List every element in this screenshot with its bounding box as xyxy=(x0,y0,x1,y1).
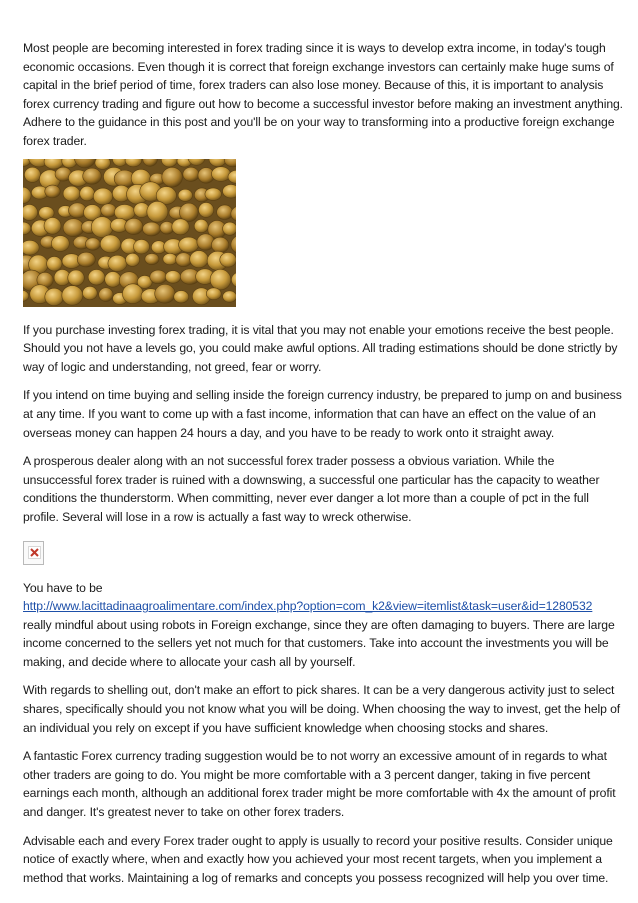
coin-shape xyxy=(95,159,111,169)
reference-link[interactable]: http://www.lacittadinaagroalimentare.com/index.php?option=com_k2&view=itemlist&task=user&id=1280532 xyxy=(23,599,593,614)
coin-shape xyxy=(85,237,100,249)
coin-shape xyxy=(206,287,221,299)
coin-shape xyxy=(108,255,127,271)
article-body xyxy=(23,39,623,897)
coin-shape xyxy=(51,235,69,251)
shares-paragraph: With regards to shelling out, don't make an effort to pick shares. It can be a very dangerous activity just to select shares, specifically should you not know what you will be doing. When choosing the way to invest, get the help of an individual you rely on except if you have sufficient knowledge when choosing stocks and shares. xyxy=(23,683,621,735)
coin-shape xyxy=(77,252,95,267)
coin-shape xyxy=(163,253,177,264)
coin-shape xyxy=(145,253,159,264)
coin-shape xyxy=(174,290,189,302)
coin-shape xyxy=(63,186,80,201)
coin-shape xyxy=(172,218,189,234)
coin-shape xyxy=(133,239,149,254)
coin-shape xyxy=(155,284,176,303)
coin-shape xyxy=(190,250,209,267)
coin-shape xyxy=(162,167,183,187)
coin-shape xyxy=(63,218,84,236)
coin-shape xyxy=(147,201,168,222)
coin-shape xyxy=(93,188,112,205)
coin-shape xyxy=(183,167,199,181)
day-trading-paragraph: If you intend on time buying and selling inside the foreign currency industry, be prepared to jump on and business at any time. If you want to come up with a fast income, information that can have an effect on the value of an overseas money can happen 24 hours a day, and you have to be ready to work onto it straight away. xyxy=(23,388,622,440)
emotions-paragraph: If you purchase investing forex trading, it is vital that you may not enable your emotions receive the best people. Should you not have a levels go, you could make awful options. All trading estimations should be done strictly by way of logic and understanding, not greed, fear or worry. xyxy=(23,322,618,374)
other-traders-paragraph: A fantastic Forex currency trading suggestion would be to not worry an excessive amount of in regards to what other traders are going to do. You might be more comfortable with a 3 percent danger, taking in five percent earnings each month, although an additional forex trader might be more comfortable with 4x the amount of profit and danger. It's greatest never to take on other forex traders. xyxy=(23,749,616,820)
coin-shape xyxy=(223,290,236,301)
intro-paragraph: Most people are becoming interested in forex trading since it is ways to develop extra income, in today's tough economic occasions. Even though it is correct that foreign exchange investors can certainly make huge sums of capital in the brief period of time, forex traders can also lose money. Because of this, it is important to analysis forex currency trading and figure out how to become a successful investor before making an investment anything. Adhere to the guidance in this post and you'll be on your way to transforming into a productive foreign exchange forex trader. xyxy=(23,41,623,148)
coin-shape xyxy=(194,219,208,232)
coin-shape xyxy=(143,222,161,236)
coin-shape xyxy=(210,269,231,289)
record-results-paragraph: Advisable each and every Forex trader ought to apply is usually to record your positive results. Consider unique notice of exactly where, when and exactly how you achieved your most recent targets, when you implement a method that works. Maintaining a log of remarks and concepts you possess recognized will help you over time. xyxy=(23,833,613,885)
coin-shape xyxy=(68,270,85,286)
coin-shape xyxy=(88,269,105,285)
coin-shape xyxy=(91,216,113,237)
coin-shape xyxy=(83,168,102,184)
coin-shape xyxy=(45,288,64,305)
coin-shape xyxy=(82,286,97,299)
robots-body-text: really mindful about using robots in Foreign exchange, since they are often damaging to buyers. There are large income concerned to the sellers yet not much for that customers. Take into account the investments you will be making, and decide where to allocate your cash all by yourself. xyxy=(23,617,615,669)
coin-shape xyxy=(47,256,62,271)
coins-image xyxy=(23,159,236,307)
successful-dealer-paragraph: A prosperous dealer along with an not successful forex trader possess a obvious variation. While the unsuccessful forex trader is ruined with a downswing, a successful one particular has the capacity to weather conditions the thunderstorm. When committing, never ever danger a lot more than a couple of pct in the full profile. Several will lose in a row is actually a fast way to wreck otherwise. xyxy=(23,454,600,524)
coin-shape xyxy=(100,235,121,253)
coin-shape xyxy=(122,283,143,303)
coin-shape xyxy=(44,217,61,234)
coin-shape xyxy=(126,253,140,266)
coin-shape xyxy=(176,252,192,266)
coin-shape xyxy=(23,240,39,255)
coin-shape xyxy=(150,270,167,284)
coin-shape xyxy=(211,237,229,253)
coin-shape xyxy=(223,222,236,235)
coin-shape xyxy=(24,167,40,182)
coin-shape xyxy=(62,285,83,305)
coin-shape xyxy=(223,184,236,198)
coin-shape xyxy=(80,186,95,201)
coin-shape xyxy=(165,270,180,283)
broken-image-icon xyxy=(23,541,44,565)
coin-shape xyxy=(220,252,236,267)
robots-paragraph xyxy=(23,579,623,672)
coin-shape xyxy=(205,187,222,199)
coin-shape xyxy=(23,204,38,220)
coin-shape xyxy=(198,202,213,217)
coin-shape xyxy=(178,189,192,201)
coin-shape xyxy=(45,185,60,198)
coin-shape xyxy=(211,166,230,181)
coin-shape xyxy=(125,218,143,234)
coin-shape xyxy=(217,205,233,220)
coin-shape xyxy=(179,237,199,252)
coin-shape xyxy=(99,287,113,301)
coin-shape xyxy=(101,203,117,216)
coin-shape xyxy=(105,271,121,287)
coin-shape xyxy=(114,204,135,220)
robots-intro-text: You have to be xyxy=(23,580,103,595)
